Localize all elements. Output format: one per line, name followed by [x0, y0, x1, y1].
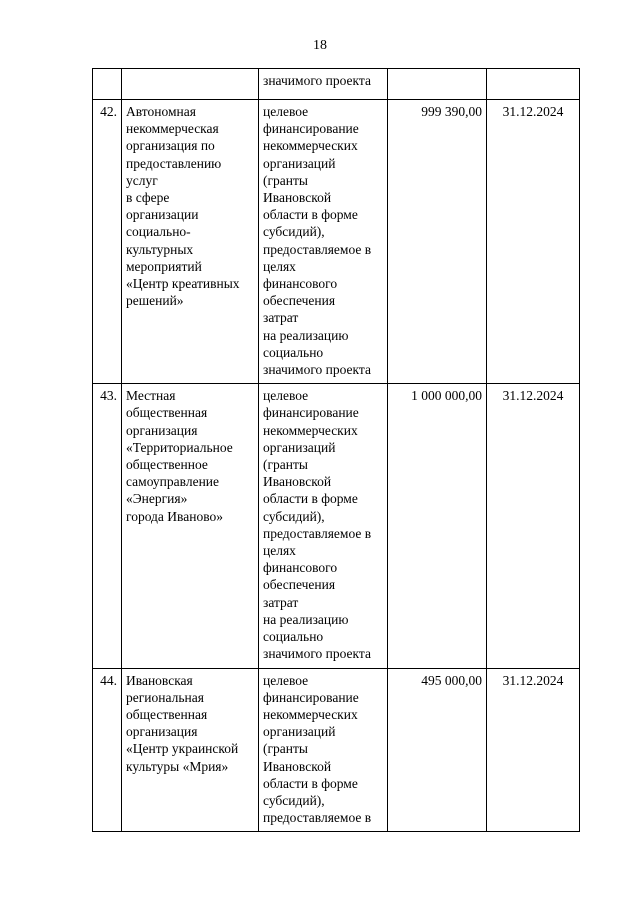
org-line: Автономная — [126, 104, 196, 119]
cell-purpose — [259, 384, 388, 668]
org-line: города Иваново» — [126, 508, 223, 524]
org-line: организации — [126, 207, 199, 223]
org-line: организация — [126, 422, 198, 438]
org-line: услуг — [126, 172, 158, 188]
org-line: общественное — [126, 457, 208, 473]
org-line: предоставлению — [126, 155, 222, 171]
cell-organization — [122, 668, 259, 832]
purpose-line: обеспечения — [263, 293, 336, 309]
org-line: Ивановская — [126, 672, 193, 688]
purpose-line: финансирование — [263, 405, 359, 421]
cell-num — [93, 69, 122, 100]
purpose-line: некоммерческих — [263, 138, 358, 154]
purpose-line: целях — [263, 258, 296, 274]
org-line: общественная — [126, 706, 208, 722]
org-line: «Энергия» — [126, 491, 188, 507]
org-line: в сфере — [126, 190, 170, 206]
table-row — [93, 384, 580, 668]
purpose-line: целевое — [263, 672, 309, 688]
row-number: 44. — [93, 668, 122, 832]
grant-amount: 495 000,00 — [388, 668, 487, 832]
purpose-line: финансового — [263, 276, 338, 292]
purpose-line: организаций — [263, 155, 336, 171]
purpose-line: значимого проекта — [263, 362, 371, 378]
purpose-line: предоставляемое в — [263, 810, 372, 826]
purpose-line: субсидий), — [263, 508, 325, 524]
purpose-line: социально — [263, 344, 324, 360]
cell-org — [122, 69, 259, 100]
grant-amount: 999 390,00 — [388, 100, 487, 384]
cell-purpose — [259, 100, 388, 384]
purpose-line: финансирование — [263, 689, 359, 705]
org-line: социально- — [126, 224, 191, 240]
purpose-line: некоммерческих — [263, 706, 358, 722]
grant-amount: 1 000 000,00 — [388, 384, 487, 668]
cell-date — [487, 69, 580, 100]
cell-organization — [122, 384, 259, 668]
org-line: «Центр украинской — [126, 741, 239, 757]
deadline-date: 31.12.2024 — [487, 384, 580, 668]
purpose-line: Ивановской — [263, 474, 332, 490]
purpose-line: значимого проекта — [263, 646, 371, 662]
deadline-date: 31.12.2024 — [487, 668, 580, 832]
org-line: организация по — [126, 138, 215, 154]
purpose-line: организаций — [263, 724, 336, 740]
cell-purpose — [259, 69, 388, 100]
purpose-line: на реализацию — [263, 327, 349, 343]
purpose-line: финансирование — [263, 121, 359, 137]
grants-table — [92, 68, 580, 832]
org-line: мероприятий — [126, 258, 202, 274]
purpose-line: целях — [263, 543, 296, 559]
purpose-line: (гранты — [263, 741, 308, 757]
purpose-line: социально — [263, 629, 324, 645]
purpose-line: области в форме — [263, 775, 358, 791]
row-number: 43. — [93, 384, 122, 668]
purpose-line: области в форме — [263, 491, 358, 507]
deadline-date: 31.12.2024 — [487, 100, 580, 384]
org-line: «Центр креативных — [126, 276, 240, 292]
purpose-line: целевое — [263, 388, 309, 404]
purpose-line: (гранты — [263, 172, 308, 188]
purpose-line: Ивановской — [263, 758, 332, 774]
purpose-line: (гранты — [263, 457, 308, 473]
cell-organization — [122, 100, 259, 384]
cell-purpose — [259, 668, 388, 832]
org-line: самоуправление — [126, 474, 220, 490]
purpose-line: целевое — [263, 104, 309, 119]
org-line: Местная — [126, 388, 176, 404]
purpose-line: предоставляемое в — [263, 525, 372, 541]
purpose-line: финансового — [263, 560, 338, 576]
purpose-line: значимого проекта — [263, 73, 371, 88]
purpose-line: некоммерческих — [263, 422, 358, 438]
org-line: организация — [126, 724, 198, 740]
org-line: общественная — [126, 405, 208, 421]
table-row — [93, 100, 580, 384]
purpose-line: на реализацию — [263, 611, 349, 627]
table-row-continued — [93, 69, 580, 100]
org-line: решений» — [126, 293, 184, 309]
purpose-line: предоставляемое в — [263, 241, 372, 257]
purpose-line: организаций — [263, 439, 336, 455]
purpose-line: субсидий), — [263, 224, 325, 240]
purpose-line: субсидий), — [263, 792, 325, 808]
purpose-line: обеспечения — [263, 577, 336, 593]
purpose-line: затрат — [263, 310, 299, 326]
cell-amount — [388, 69, 487, 100]
org-line: «Территориальное — [126, 439, 233, 455]
purpose-line: области в форме — [263, 207, 358, 223]
row-number: 42. — [93, 100, 122, 384]
org-line: культуры «Мрия» — [126, 758, 229, 774]
org-line: региональная — [126, 689, 204, 705]
page-number: 18 — [313, 38, 327, 53]
purpose-line: затрат — [263, 594, 299, 610]
table-row — [93, 668, 580, 832]
org-line: некоммерческая — [126, 121, 219, 137]
org-line: культурных — [126, 241, 194, 257]
purpose-line: Ивановской — [263, 190, 332, 206]
